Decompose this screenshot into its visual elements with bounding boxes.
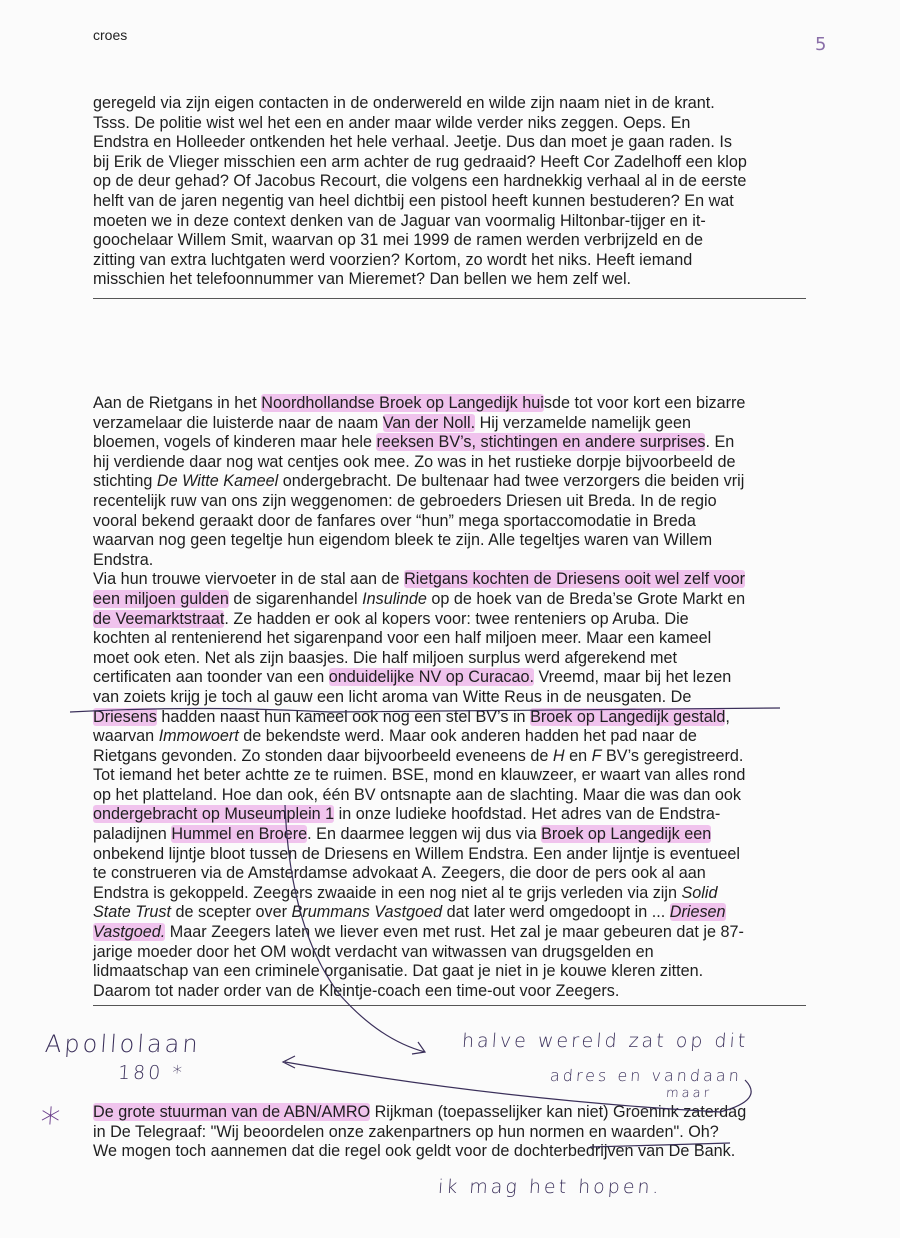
text-segment: moet ook eten. Net als zijn baasjes. Die half miljoen surplus werd afgerekend met	[93, 648, 677, 667]
arrow-head-2	[283, 1056, 295, 1068]
italic-text: State Trust	[93, 903, 171, 922]
text-segment: Endstra.	[93, 550, 154, 569]
document-header: croes	[93, 27, 128, 43]
text-line	[93, 192, 747, 212]
highlighted-text: Driesens	[93, 707, 157, 726]
text-segment: Daarom tot nader order van de Kleintje-coach een time-out voor Zeegers.	[93, 981, 620, 1000]
text-line	[93, 251, 747, 271]
highlighted-text: Hummel en Broere	[171, 825, 308, 844]
highlighted-text: Vastgoed.	[93, 923, 166, 942]
text-segment: onbekend lijntje bloot tussen de Driesens en Willem Endstra. Een ander lijntje is eventueel	[93, 844, 740, 863]
text-line	[93, 153, 747, 173]
text-segment: Tsss. De politie wist wel het een en ander maar wilde verder niks zeggen. Oeps. En	[93, 113, 691, 132]
text-segment: Aan de Rietgans in het	[93, 394, 262, 412]
text-line	[93, 394, 745, 414]
text-segment: Hij verzamelde namelijk geen	[475, 413, 692, 432]
text-line	[93, 629, 745, 649]
text-segment: Maar Zeegers laten we liever even met rust. Het zal je maar gebeuren dat je 87-	[165, 923, 744, 942]
highlighted-text: reeksen BV’s, stichtingen en andere surprises	[376, 433, 706, 452]
text-segment: sde tot voor kort een bizarre	[543, 394, 746, 412]
text-segment: waarvan	[93, 727, 159, 746]
text-segment: de bekendste werd. Maar ook anderen hadden het pad naar de	[238, 727, 697, 746]
text-segment: misschien het telefoonnummer van Mieremet? Dan bellen we hem zelf wel.	[93, 270, 632, 289]
highlighted-text: Driesen	[669, 903, 726, 922]
paragraph-block-1	[93, 94, 747, 290]
text-line	[93, 727, 745, 747]
text-line	[93, 551, 745, 571]
highlighted-text: Van der Noll.	[382, 413, 476, 432]
text-line	[93, 512, 745, 532]
text-line	[93, 114, 747, 134]
text-segment: Via hun trouwe viervoeter in de stal aan de	[93, 570, 405, 589]
text-segment: de sigarenhandel	[228, 589, 363, 608]
highlighted-text: Noordhollandse Broek op Langedijk hui	[261, 394, 544, 412]
text-line	[93, 570, 745, 590]
text-segment: Endstra is gekoppeld. Zeegers zwaaide in een nog niet al te grijs verleden via zijn	[93, 883, 682, 902]
text-line	[93, 492, 745, 512]
text-line	[93, 590, 745, 610]
text-line	[93, 805, 745, 825]
highlighted-text: Broek op Langedijk gestald	[530, 707, 726, 726]
text-line	[93, 943, 745, 963]
highlighted-text: ondergebracht op Museumplein 1	[93, 805, 335, 824]
text-segment: bij Erik de Vlieger misschien een arm achter de rug gedraaid? Heeft Cor Zadelhoff een klop	[93, 152, 747, 171]
paragraph-block-3	[93, 1103, 746, 1162]
text-line	[93, 982, 745, 1002]
text-segment: dat later werd omgedoopt in ...	[442, 903, 670, 922]
text-line	[93, 610, 745, 630]
text-segment: te construeren via de Amsterdamse advokaat A. Zeegers, die door de pers ook al aan	[93, 864, 706, 883]
text-segment: goochelaar Willem Smit, waarvan op 31 mei 1999 de ramen werden verbrijzeld en de	[93, 231, 704, 250]
text-segment: van zoiets krijg je toch al gauw een licht aroma van Witte Reus in de neusgaten. De	[93, 687, 692, 706]
text-segment: stichting	[93, 472, 157, 491]
italic-text: Immowoert	[158, 727, 239, 746]
text-segment: . Ze hadden er ook al kopers voor: twee renteniers op Aruba. Die	[224, 609, 689, 628]
text-line	[93, 1123, 746, 1143]
highlighted-text: De grote stuurman van de ABN/AMRO	[93, 1103, 371, 1121]
text-line	[93, 962, 745, 982]
text-line	[93, 766, 745, 786]
text-segment: hadden naast hun kameel ook nog een stel BV’s in	[156, 707, 531, 726]
text-line	[93, 172, 747, 192]
text-segment: vooral bekend geraakt door de fanfares over “hun” mega sportaccomodatie in Breda	[93, 511, 696, 530]
text-line	[93, 231, 747, 251]
text-segment: en	[564, 746, 592, 765]
text-line	[93, 1142, 746, 1162]
text-segment: kochten al rentenierend het sigarenpand voor een half miljoen meer. Maar een kameel	[93, 629, 712, 648]
page-number: 5	[815, 34, 827, 55]
text-segment: verzamelaar die luisterde naar de naam	[93, 413, 383, 432]
text-segment: certificaten aan toonder van een	[93, 668, 329, 687]
text-line	[93, 923, 745, 943]
text-line	[93, 414, 745, 434]
paragraph-block-2	[93, 394, 745, 1001]
text-segment: geregeld via zijn eigen contacten in de onderwereld en wilde zijn naam niet in de krant.	[93, 94, 715, 112]
text-segment: . En	[705, 433, 735, 452]
text-line	[93, 531, 745, 551]
text-line	[93, 649, 745, 669]
text-segment: op de deur gehad? Of Jacobus Recourt, die volgens een hardnekkig verhaal al in de eerste	[93, 172, 747, 191]
text-segment: hij verdiende daar nog wat centjes ook mee. Zo was in het rustieke dorpje bijvoorbeeld de	[93, 452, 736, 471]
text-segment: zitting van extra luchtgaten werd voorzien? Kortom, zo wordt het niks. Heeft iemand	[93, 250, 693, 269]
highlighted-text: de Veemarktstraat	[93, 609, 225, 628]
text-segment: ondergebracht. De bultenaar had twee verzorgers die beiden vrij	[278, 472, 745, 491]
divider	[93, 298, 806, 299]
text-line	[93, 94, 747, 114]
text-segment: de scepter over	[170, 903, 292, 922]
text-segment: . En daarmee leggen wij dus via	[307, 825, 542, 844]
text-line	[93, 472, 745, 492]
arrow-line	[340, 995, 425, 1052]
asterisk-mark: *	[38, 1100, 65, 1146]
text-segment: We mogen toch aannemen dat die regel ook geldt voor de dochterbedrijven van De Bank.	[93, 1142, 736, 1161]
text-line	[93, 668, 745, 688]
italic-text: H	[552, 746, 565, 765]
divider	[93, 1005, 806, 1006]
italic-text: F	[591, 746, 602, 765]
text-segment: moeten we in deze context denken van de Jaguar van voormalig Hiltonbar-tijger en it-	[93, 211, 706, 230]
text-line	[93, 884, 745, 904]
text-segment: lidmaatschap van een criminele organisatie. Dat gaat je niet in je kouwe kleren zitten.	[93, 962, 704, 981]
text-segment: waarvan nog geen tegeltje hun eigendom bleek te zijn. Alle tegeltjes waren van Willem	[93, 531, 713, 550]
text-line	[93, 825, 745, 845]
text-segment: in De Telegraaf: "Wij beoordelen onze zakenpartners op hun normen en waarden". Oh?	[93, 1122, 719, 1141]
handwritten-note-number: 180 *	[117, 1062, 186, 1084]
italic-text: Brummans Vastgoed	[291, 903, 443, 922]
text-segment: jarige moeder door het OM wordt verdacht van witwassen van drugsgelden en	[93, 942, 654, 961]
highlighted-text: Rietgans kochten de Driesens ooit wel zelf voor	[404, 570, 746, 589]
text-segment: BV’s geregistreerd.	[601, 746, 744, 765]
text-line	[93, 1103, 746, 1123]
highlighted-text: Broek op Langedijk een	[541, 825, 712, 844]
text-segment: bloemen, vogels of kinderen maar hele	[93, 433, 377, 452]
text-line	[93, 903, 745, 923]
italic-text: Insulinde	[362, 589, 427, 608]
handwritten-note-hope: ik mag het hopen.	[437, 1176, 663, 1198]
text-line	[93, 786, 745, 806]
text-line	[93, 270, 747, 290]
text-segment: paladijnen	[93, 825, 172, 844]
highlighted-text: een miljoen gulden	[93, 589, 229, 608]
text-line	[93, 747, 745, 767]
text-segment: in onze ludieke hoofdstad. Het adres van de Endstra-	[334, 805, 721, 824]
text-line	[93, 864, 745, 884]
arrow-head	[412, 1042, 425, 1054]
highlighted-text: onduidelijke NV op Curacao.	[328, 668, 534, 687]
text-line	[93, 433, 745, 453]
text-line	[93, 845, 745, 865]
text-segment: Rijkman (toepasselijker kan niet) Groenink zaterdag	[370, 1103, 747, 1121]
text-segment: op het platteland. Hoe dan ook, één BV ontsnapte aan de slachting. Maar die was dan ook	[93, 785, 741, 804]
text-line	[93, 453, 745, 473]
handwritten-note-address: Apollolaan	[44, 1030, 202, 1058]
text-line	[93, 133, 747, 153]
text-segment: op de hoek van de Breda’se Grote Markt en	[426, 589, 746, 608]
handwritten-note-world: halve wereld zat op dit	[461, 1030, 750, 1052]
text-segment: helft van de jaren negentig van heel dichtbij een pistool heeft kunnen bestuderen? En wat	[93, 191, 734, 210]
text-segment: Vreemd, maar bij het lezen	[533, 668, 732, 687]
handwritten-note-adres: adres en vandaan	[549, 1066, 743, 1085]
text-line	[93, 688, 745, 708]
text-segment: Rietgans gevonden. Zo stonden daar bijvoorbeeld eveneens de	[93, 746, 553, 765]
text-segment: Tot iemand het beter achtte ze te ruimen. BSE, mond en klauwzeer, er waart van alles rond	[93, 766, 746, 785]
text-line	[93, 212, 747, 232]
italic-text: Solid	[681, 883, 718, 902]
text-segment: Endstra en Holleeder ontkenden het hele verhaal. Jeetje. Dus dan moet je gaan raden. Is	[93, 133, 732, 152]
text-segment: recentelijk ruw van ons zijn weggenomen: de gebroeders Driesen uit Breda. In de regio	[93, 491, 717, 510]
text-line	[93, 708, 745, 728]
handwritten-note-maar: maar	[665, 1086, 713, 1101]
italic-text: De Witte Kameel	[156, 472, 279, 491]
text-segment: ,	[725, 707, 730, 726]
